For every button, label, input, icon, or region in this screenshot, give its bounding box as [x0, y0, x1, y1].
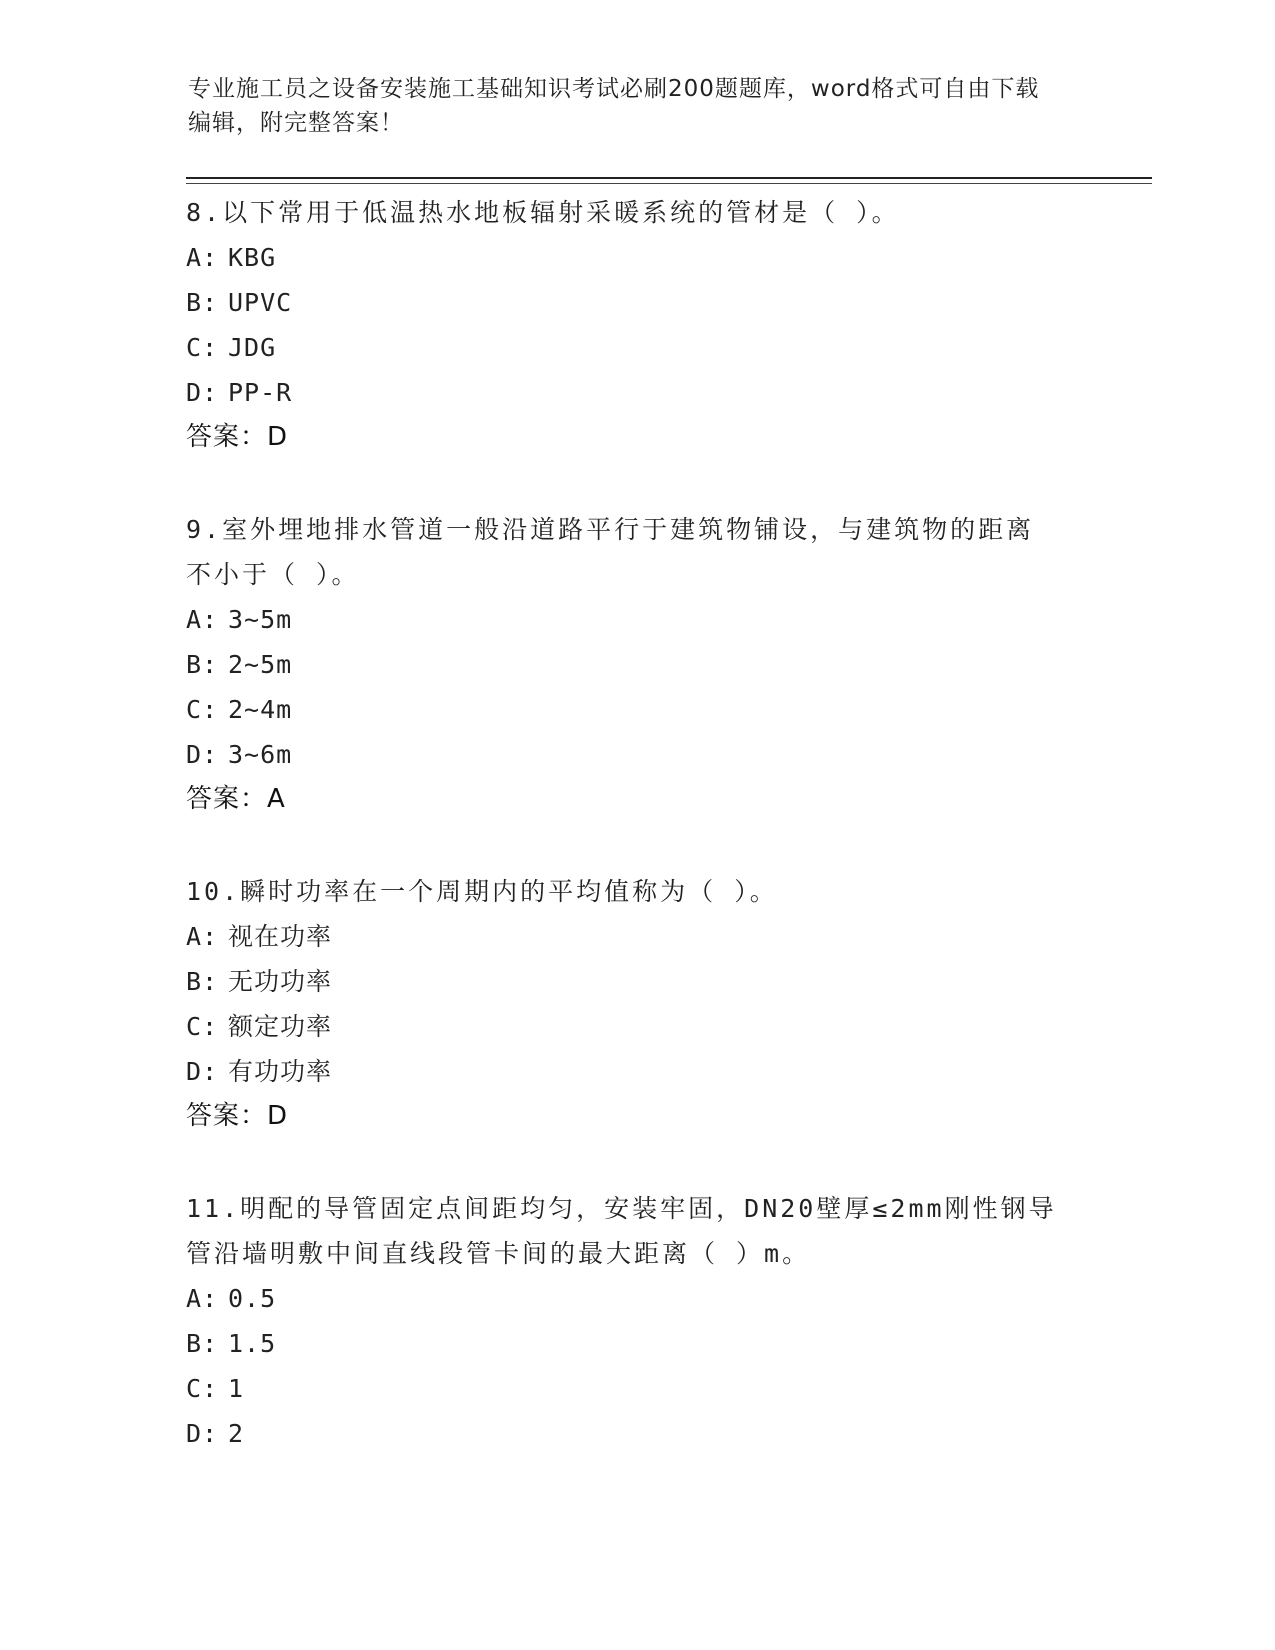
question-stem-line-1: 9.室外埋地排水管道一般沿道路平行于建筑物铺设，与建筑物的距离 [186, 515, 1035, 544]
option-text: 3~5m [228, 605, 293, 634]
option-key: D: [186, 1057, 219, 1086]
question-stem: 10.瞬时功率在一个周期内的平均值称为（ ）。 [186, 877, 778, 906]
option-key: D: [186, 1419, 219, 1448]
option-a [186, 1276, 1106, 1321]
answer-line: 答案：D [186, 1101, 289, 1131]
header-title-line-2: 编辑，附完整答案！ [188, 110, 404, 136]
question-item [186, 507, 1106, 822]
option-c [186, 1366, 1106, 1411]
option-key: D: [186, 740, 219, 769]
option-text: UPVC [228, 288, 293, 317]
document-header [188, 72, 1088, 140]
option-a [186, 235, 1106, 280]
question-stem-line-1: 11.明配的导管固定点间距均匀，安装牢固，DN20壁厚≤2mm刚性钢导 [186, 1194, 1057, 1223]
option-key: C: [186, 1012, 219, 1041]
option-key: C: [186, 1374, 219, 1403]
option-a [186, 914, 1106, 959]
option-key: A: [186, 243, 219, 272]
question-stem-line-2: 管沿墙明敷中间直线段管卡间的最大距离（ ）m。 [186, 1239, 811, 1268]
option-c [186, 1004, 1106, 1049]
option-d [186, 370, 1106, 415]
question-item [186, 1186, 1106, 1456]
answer-line: 答案：D [186, 422, 289, 452]
option-c [186, 687, 1106, 732]
option-b [186, 959, 1106, 1004]
option-text: PP-R [228, 378, 293, 407]
question-list [186, 190, 1106, 1503]
question-stem-line-2: 不小于（ ）。 [186, 560, 360, 589]
option-text: 视在功率 [228, 922, 333, 951]
option-text: 1.5 [228, 1329, 277, 1358]
option-text: 0.5 [228, 1284, 277, 1313]
option-key: C: [186, 695, 219, 724]
question-item [186, 869, 1106, 1139]
answer-line: 答案：A [186, 784, 286, 814]
option-text: 2~4m [228, 695, 293, 724]
option-text: 3~6m [228, 740, 293, 769]
option-key: D: [186, 378, 219, 407]
option-a [186, 597, 1106, 642]
header-divider-thin [186, 183, 1152, 184]
option-text: KBG [228, 243, 277, 272]
option-key: C: [186, 333, 219, 362]
option-b [186, 1321, 1106, 1366]
option-text: 有功功率 [228, 1057, 333, 1086]
question-stem: 8.以下常用于低温热水地板辐射采暖系统的管材是（ ）。 [186, 198, 900, 227]
option-d [186, 1049, 1106, 1094]
option-text: 1 [228, 1374, 245, 1403]
option-key: B: [186, 288, 219, 317]
option-text: 额定功率 [228, 1012, 333, 1041]
option-text: JDG [228, 333, 277, 362]
option-text: 2~5m [228, 650, 293, 679]
option-d [186, 1411, 1106, 1456]
option-key: B: [186, 650, 219, 679]
option-key: A: [186, 605, 219, 634]
option-text: 2 [228, 1419, 245, 1448]
option-text: 无功功率 [228, 967, 333, 996]
question-item [186, 190, 1106, 460]
option-b [186, 280, 1106, 325]
header-divider-thick [186, 177, 1152, 179]
option-key: A: [186, 1284, 219, 1313]
option-key: B: [186, 967, 219, 996]
header-title-line-1: 专业施工员之设备安装施工基础知识考试必刷200题题库，word格式可自由下载 [188, 76, 1040, 102]
option-b [186, 642, 1106, 687]
option-d [186, 732, 1106, 777]
option-key: B: [186, 1329, 219, 1358]
option-c [186, 325, 1106, 370]
option-key: A: [186, 922, 219, 951]
